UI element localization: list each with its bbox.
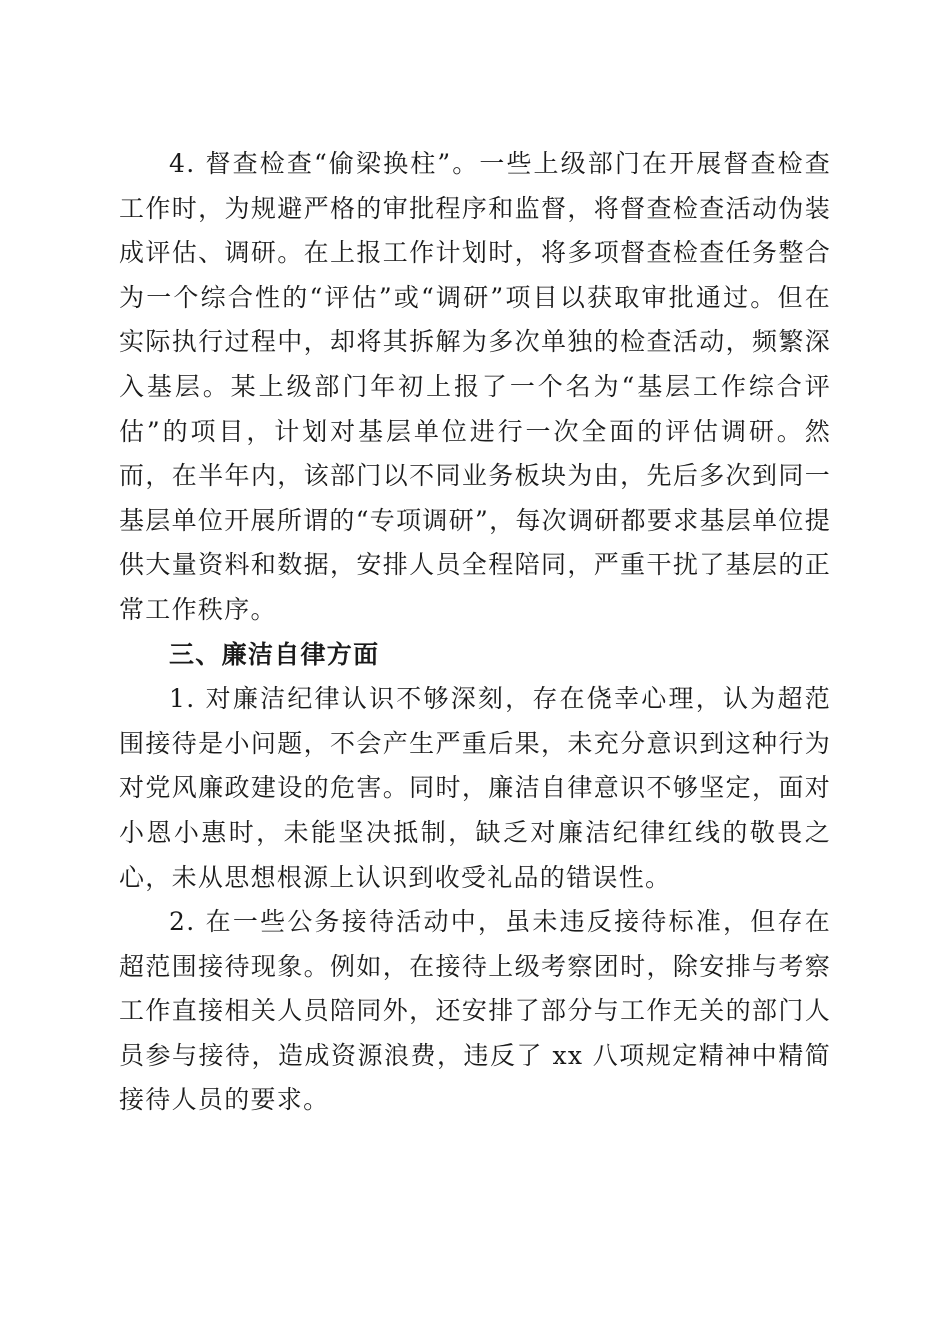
paragraph-integrity-awareness: 1. 对廉洁纪律认识不够深刻，存在侥幸心理，认为超范围接待是小问题，不会产生严重后果，未充分意识到这种行为对党风廉政建设的危害。同时，廉洁自律意识不够坚定，面对小恩小惠时，未能坚决抵制，缺乏对廉洁纪律红线的敬畏之心，未从思想根源上认识到收受礼品的错误性。	[119, 684, 831, 892]
paragraph-supervision-inspection: 4. 督查检查“偷梁换柱”。一些上级部门在开展督查检查工作时，为规避严格的审批程序和监督，将督查检查活动伪装成评估、调研。在上报工作计划时，将多项督查检查任务整合为一个综合性的“评估”或“调研”项目以获取审批通过。但在实际执行过程中，却将其拆解为多次单独的检查活动，频繁深入基层。某上级部门年初上报了一个名为“基层工作综合评估”的项目，计划对基层单位进行一次全面的评估调研。然而，在半年内，该部门以不同业务板块为由，先后多次到同一基层单位开展所谓的“专项调研”，每次调研都要求基层单位提供大量资料和数据，安排人员全程陪同，严重干扰了基层的正常工作秩序。	[119, 149, 831, 624]
paragraph-reception-scope: 2. 在一些公务接待活动中，虽未违反接待标准，但存在超范围接待现象。例如，在接待上级考察团时，除安排与考察工作直接相关人员陪同外，还安排了部分与工作无关的部门人员参与接待，造成资源浪费，违反了 xx 八项规定精神中精简接待人员的要求。	[119, 907, 831, 1115]
section-heading-integrity: 三、廉洁自律方面	[169, 639, 380, 669]
document-body	[119, 142, 831, 1123]
